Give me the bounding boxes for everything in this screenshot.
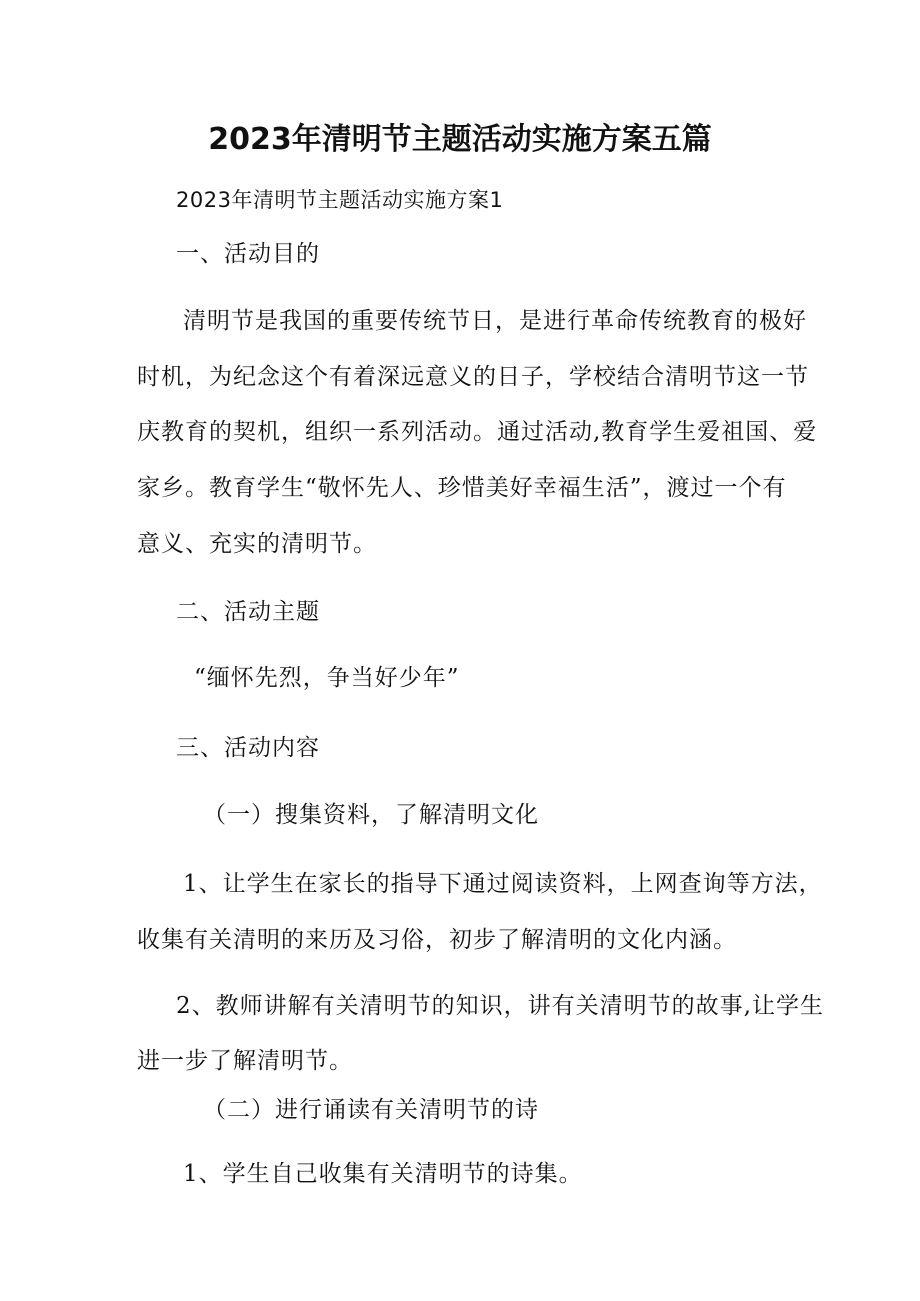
paragraph-line: 意义、充实的清明节。: [137, 531, 377, 557]
list-item-line: 收集有关清明的来历及习俗，初步了解清明的文化内涵。: [137, 927, 737, 953]
paragraph-line: 家乡。教育学生“敬怀先人、珍惜美好幸福生活”，渡过一个有: [137, 475, 787, 501]
subsection-heading-collect: （一）搜集资料，了解清明文化: [203, 802, 539, 828]
list-item-line: 进一步了解清明节。: [137, 1048, 353, 1074]
paragraph-line: 庆教育的契机，组织一系列活动。通过活动,教育学生爱祖国、爱: [137, 419, 818, 445]
subsection-heading-poems: （二）进行诵读有关清明节的诗: [203, 1097, 539, 1123]
paragraph-line: 清明节是我国的重要传统节日，是进行革命传统教育的极好: [183, 308, 807, 334]
section-heading-purpose: 一、活动目的: [176, 241, 320, 267]
list-item-line: 1、让学生在家长的指导下通过阅读资料，上网查询等方法，: [183, 871, 823, 897]
paragraph-line: 时机，为纪念这个有着深远意义的日子，学校结合清明节这一节: [137, 364, 809, 390]
list-item-line: 2、教师讲解有关清明节的知识，讲有关清明节的故事,让学生: [176, 993, 824, 1019]
theme-quote: “缅怀先烈，争当好少年”: [194, 665, 460, 691]
section-heading-content: 三、活动内容: [176, 735, 320, 761]
section-heading-theme: 二、活动主题: [176, 599, 320, 625]
document-subtitle: 2023年清明节主题活动实施方案1: [176, 188, 504, 212]
list-item-line: 1、学生自己收集有关清明节的诗集。: [183, 1161, 583, 1187]
document-title: 2023年清明节主题活动实施方案五篇: [208, 122, 712, 157]
